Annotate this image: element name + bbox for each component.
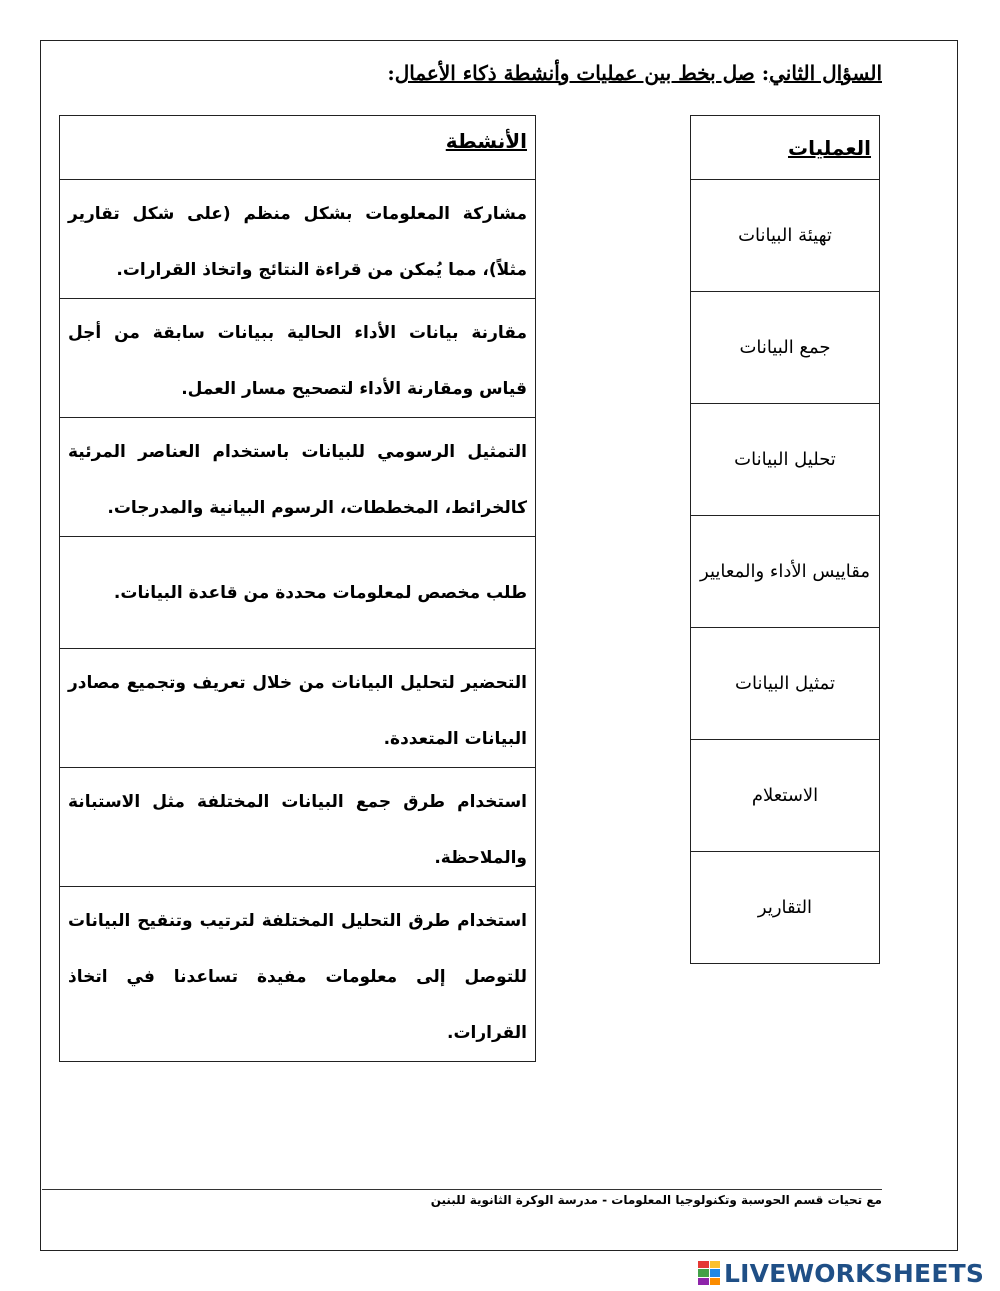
footer-divider (42, 1189, 882, 1190)
operations-header: العمليات (691, 116, 880, 180)
activity-item[interactable]: استخدام طرق جمع البيانات المختلفة مثل الاستبانة والملاحظة. (60, 768, 536, 887)
brand-name: LIVEWORKSHEETS (724, 1258, 985, 1288)
question-title (380, 58, 882, 88)
liveworksheets-logo-icon (698, 1261, 720, 1285)
question-end: : (387, 61, 395, 85)
operation-item[interactable]: تمثيل البيانات (691, 628, 880, 740)
question-text: صل بخط بين عمليات وأنشطة ذكاء الأعمال (394, 61, 755, 85)
operation-item[interactable]: الاستعلام (691, 740, 880, 852)
activity-item[interactable]: التمثيل الرسومي للبيانات باستخدام العناصر المرئية كالخرائط، المخططات، الرسوم البيانية والمدرجات. (60, 418, 536, 537)
question-label: السؤال الثاني (769, 61, 882, 85)
activity-item[interactable]: طلب مخصص لمعلومات محددة من قاعدة البيانات. (60, 537, 536, 649)
question-colon: : (761, 61, 770, 85)
activity-item[interactable]: استخدام طرق التحليل المختلفة لترتيب وتنقيح البيانات للتوصل إلى معلومات مفيدة تساعدنا في اتخاذ القرارات. (60, 887, 536, 1062)
operation-item[interactable]: تهيئة البيانات (691, 180, 880, 292)
activity-item[interactable]: التحضير لتحليل البيانات من خلال تعريف وتجميع مصادر البيانات المتعددة. (60, 649, 536, 768)
activity-item[interactable]: مقارنة بيانات الأداء الحالية ببيانات سابقة من أجل قياس ومقارنة الأداء لتصحيح مسار العمل. (60, 299, 536, 418)
operation-item[interactable]: التقارير (691, 852, 880, 964)
activities-header: الأنشطة (60, 116, 536, 180)
activity-item[interactable]: مشاركة المعلومات بشكل منظم (على شكل تقارير مثلاً)، مما يُمكن من قراءة النتائج واتخاذ القرارات. (60, 180, 536, 299)
operation-item[interactable]: تحليل البيانات (691, 404, 880, 516)
operations-table (690, 115, 880, 964)
liveworksheets-brand (698, 1258, 984, 1288)
operation-item[interactable]: جمع البيانات (691, 292, 880, 404)
footer-text: مع تحيات قسم الحوسبة وتكنولوجيا المعلومات - مدرسة الوكرة الثانوية للبنين (430, 1193, 882, 1207)
activities-table (59, 115, 536, 1062)
operation-item[interactable]: مقاييس الأداء والمعايير (691, 516, 880, 628)
